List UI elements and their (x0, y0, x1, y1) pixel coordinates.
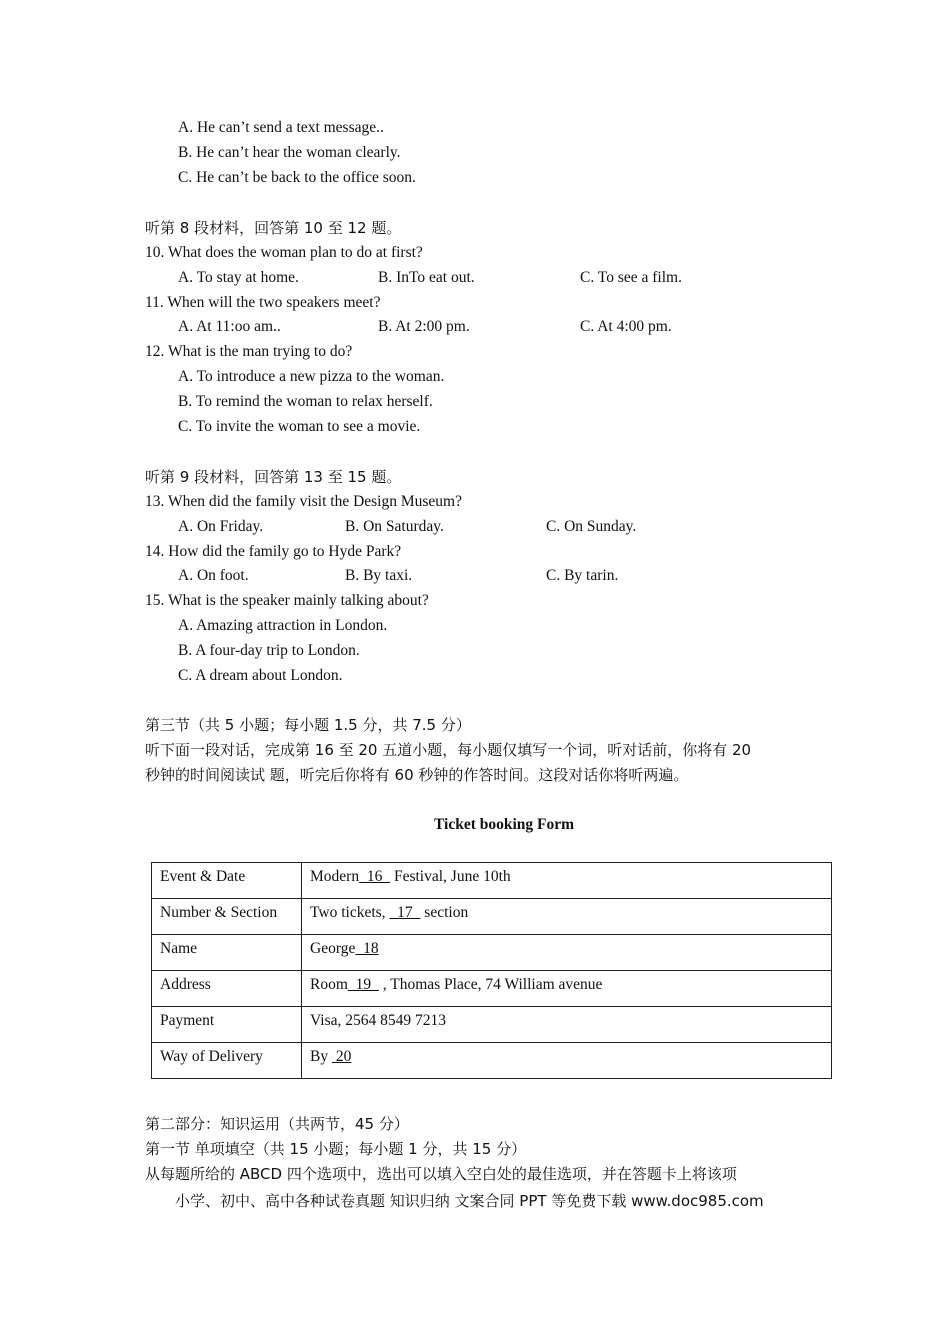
q14-stem: 14. How did the family go to Hyde Park? (145, 543, 402, 560)
form-value (302, 1043, 832, 1079)
blank-16: 16 (359, 868, 391, 885)
part3-heading: 第三节（共 5 小题；每小题 1.5 分，共 7.5 分） (145, 716, 471, 734)
q9-option-c: C. He can’t be back to the office soon. (178, 169, 416, 186)
blank-19: 19 (347, 976, 379, 993)
value-text: Room (310, 976, 348, 993)
q13-option-b: B. On Saturday. (345, 518, 444, 535)
q9-option-b: B. He can’t hear the woman clearly. (178, 144, 401, 161)
form-row-number-section (152, 899, 832, 935)
q11-option-c: C. At 4:00 pm. (580, 318, 672, 335)
q13-stem: 13. When did the family visit the Design Museum? (145, 493, 462, 510)
value-text: Visa, 2564 8549 7213 (310, 1012, 446, 1029)
form-label: Number & Section (152, 899, 302, 935)
q14-option-b: B. By taxi. (345, 567, 413, 584)
part2-section1-heading: 第一节 单项填空（共 15 小题；每小题 1 分，共 15 分） (145, 1140, 527, 1158)
q10-stem: 10. What does the woman plan to do at first? (145, 244, 423, 261)
value-text: , Thomas Place, 74 William avenue (378, 976, 603, 993)
form-title: Ticket booking Form (433, 816, 575, 833)
form-value (302, 863, 832, 899)
q14-option-a: A. On foot. (178, 567, 249, 584)
section9-heading: 听第 9 段材料，回答第 13 至 15 题。 (145, 468, 402, 486)
section8-heading: 听第 8 段材料，回答第 10 至 12 题。 (145, 219, 402, 237)
q10-option-b: B. InTo eat out. (378, 269, 475, 286)
q13-option-c: C. On Sunday. (546, 518, 637, 535)
value-text: Two tickets, (310, 904, 390, 921)
part3-instruction-line2: 秒钟的时间阅读试 题，听完后你将有 60 秒钟的作答时间。这段对话你将听两遍。 (145, 766, 689, 784)
form-label: Address (152, 971, 302, 1007)
form-row-name (152, 935, 832, 971)
q11-stem: 11. When will the two speakers meet? (145, 294, 381, 311)
q9-option-a: A. He can’t send a text message.. (178, 119, 384, 136)
value-text: George (310, 940, 356, 957)
q10-option-c: C. To see a film. (580, 269, 682, 286)
part3-instruction-line1: 听下面一段对话，完成第 16 至 20 五道小题，每小题仅填写一个词，听对话前，你将有 20 (145, 741, 752, 759)
form-label: Event & Date (152, 863, 302, 899)
form-value (302, 971, 832, 1007)
ticket-booking-form (151, 862, 832, 1079)
q12-stem: 12. What is the man trying to do? (145, 343, 353, 360)
value-text: section (420, 904, 469, 921)
q15-option-c: C. A dream about London. (178, 667, 343, 684)
q12-option-c: C. To invite the woman to see a movie. (178, 418, 421, 435)
form-value (302, 935, 832, 971)
q15-stem: 15. What is the speaker mainly talking about? (145, 592, 429, 609)
form-value (302, 1007, 832, 1043)
part2-heading: 第二部分：知识运用（共两节，45 分） (145, 1115, 409, 1133)
form-label: Way of Delivery (152, 1043, 302, 1079)
form-label: Payment (152, 1007, 302, 1043)
q15-option-b: B. A four-day trip to London. (178, 642, 360, 659)
blank-17: 17 (389, 904, 421, 921)
form-label: Name (152, 935, 302, 971)
form-value (302, 899, 832, 935)
q14-option-c: C. By tarin. (546, 567, 619, 584)
blank-20: 20 (331, 1048, 352, 1065)
value-text: Festival, June 10th (390, 868, 511, 885)
part2-instruction: 从每题所给的 ABCD 四个选项中，选出可以填入空白处的最佳选项，并在答题卡上将该项 (145, 1165, 737, 1183)
value-text: Modern (310, 868, 360, 885)
q11-option-b: B. At 2:00 pm. (378, 318, 470, 335)
form-row-delivery (152, 1043, 832, 1079)
q11-option-a: A. At 11:oo am.. (178, 318, 281, 335)
q13-option-a: A. On Friday. (178, 518, 264, 535)
page-footer: 小学、初中、高中各种试卷真题 知识归纳 文案合同 PPT 等免费下载 www.doc985.com (175, 1192, 764, 1210)
blank-18: 18 (355, 940, 379, 957)
value-text: By (310, 1048, 332, 1065)
q10-option-a: A. To stay at home. (178, 269, 299, 286)
q15-option-a: A. Amazing attraction in London. (178, 617, 388, 634)
form-row-event (152, 863, 832, 899)
form-row-payment (152, 1007, 832, 1043)
q12-option-b: B. To remind the woman to relax herself. (178, 393, 433, 410)
q12-option-a: A. To introduce a new pizza to the woman. (178, 368, 445, 385)
form-row-address (152, 971, 832, 1007)
